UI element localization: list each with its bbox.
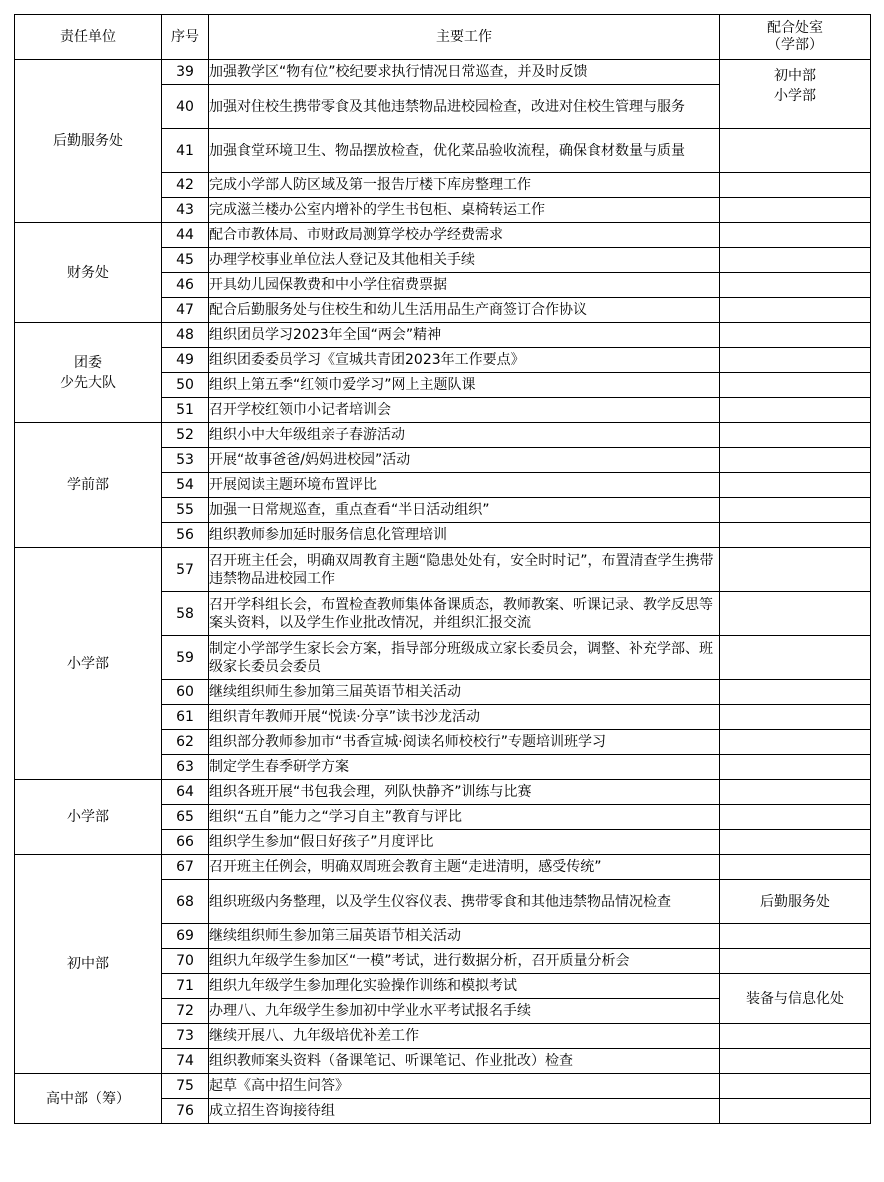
coop-cell xyxy=(720,924,871,949)
header-row xyxy=(15,15,871,60)
unit-cell: 高中部（筹） xyxy=(15,1074,162,1124)
row-number: 45 xyxy=(162,248,209,273)
task-text: 制定小学部学生家长会方案，指导部分班级成立家长委员会，调整、补充学部、班级家长委员会委员 xyxy=(209,636,720,680)
row-number: 63 xyxy=(162,755,209,780)
coop-cell xyxy=(720,298,871,323)
unit-line2: 少先大队 xyxy=(60,374,116,391)
table-row xyxy=(15,855,871,880)
task-text: 组织上第五季“红领巾爱学习”网上主题队课 xyxy=(209,373,720,398)
task-text: 组织九年级学生参加理化实验操作训练和模拟考试 xyxy=(209,974,720,999)
task-text: 组织部分教师参加市“书香宣城·阅读名师校校行”专题培训班学习 xyxy=(209,730,720,755)
coop-cell xyxy=(720,636,871,680)
coop-cell xyxy=(720,423,871,448)
row-number: 61 xyxy=(162,705,209,730)
unit-cell: 小学部 xyxy=(15,780,162,855)
coop-cell xyxy=(720,348,871,373)
coop-cell xyxy=(720,273,871,298)
unit-cell: 学前部 xyxy=(15,423,162,548)
table-row xyxy=(15,548,871,592)
row-number: 65 xyxy=(162,805,209,830)
row-number: 71 xyxy=(162,974,209,999)
row-number: 70 xyxy=(162,949,209,974)
task-text: 召开班主任会，明确双周教育主题“隐患处处有，安全时时记”，布置清查学生携带违禁物品进校园工作 xyxy=(209,548,720,592)
header-task: 主要工作 xyxy=(209,15,720,60)
coop-cell xyxy=(720,755,871,780)
coop-cell xyxy=(720,223,871,248)
table-row xyxy=(15,423,871,448)
coop-cell xyxy=(720,60,871,129)
row-number: 56 xyxy=(162,523,209,548)
task-text: 召开学校红领巾小记者培训会 xyxy=(209,398,720,423)
row-number: 75 xyxy=(162,1074,209,1099)
coop-line1: 初中部 xyxy=(774,68,816,84)
unit-line1: 团委 xyxy=(74,354,102,371)
task-text: 召开班主任例会，明确双周班会教育主题“走进清明，感受传统” xyxy=(209,855,720,880)
coop-cell xyxy=(720,730,871,755)
coop-cell xyxy=(720,198,871,223)
header-coop xyxy=(720,15,871,60)
task-text: 成立招生咨询接待组 xyxy=(209,1099,720,1124)
row-number: 69 xyxy=(162,924,209,949)
coop-cell xyxy=(720,705,871,730)
task-text: 开展“故事爸爸/妈妈进校园”活动 xyxy=(209,448,720,473)
coop-cell xyxy=(720,248,871,273)
header-number: 序号 xyxy=(162,15,209,60)
coop-cell xyxy=(720,173,871,198)
task-text: 办理八、九年级学生参加初中学业水平考试报名手续 xyxy=(209,999,720,1024)
coop-cell xyxy=(720,398,871,423)
task-text: 组织团委委员学习《宣城共青团2023年工作要点》 xyxy=(209,348,720,373)
task-text: 召开学科组长会，布置检查教师集体备课质态，教师教案、听课记录、教学反思等案头资料，以及学生作业批改情况，并组织汇报交流 xyxy=(209,592,720,636)
coop-cell xyxy=(720,373,871,398)
task-text: 完成小学部人防区域及第一报告厅楼下库房整理工作 xyxy=(209,173,720,198)
task-text: 组织教师案头资料（备课笔记、听课笔记、作业批改）检查 xyxy=(209,1049,720,1074)
task-text: 组织团员学习2023年全国“两会”精神 xyxy=(209,323,720,348)
coop-cell: 装备与信息化处 xyxy=(720,974,871,1024)
header-coop-line1: 配合处室 xyxy=(767,20,823,36)
row-number: 59 xyxy=(162,636,209,680)
task-text: 配合后勤服务处与住校生和幼儿生活用品生产商签订合作协议 xyxy=(209,298,720,323)
coop-cell xyxy=(720,473,871,498)
task-text: 继续开展八、九年级培优补差工作 xyxy=(209,1024,720,1049)
row-number: 72 xyxy=(162,999,209,1024)
unit-cell xyxy=(15,323,162,423)
coop-cell xyxy=(720,129,871,173)
coop-cell xyxy=(720,855,871,880)
row-number: 42 xyxy=(162,173,209,198)
unit-cell: 小学部 xyxy=(15,548,162,780)
task-text: 办理学校事业单位法人登记及其他相关手续 xyxy=(209,248,720,273)
task-text: 组织班级内务整理，以及学生仪容仪表、携带零食和其他违禁物品情况检查 xyxy=(209,880,720,924)
row-number: 41 xyxy=(162,129,209,173)
row-number: 76 xyxy=(162,1099,209,1124)
unit-cell: 后勤服务处 xyxy=(15,60,162,223)
row-number: 48 xyxy=(162,323,209,348)
row-number: 40 xyxy=(162,85,209,129)
row-number: 74 xyxy=(162,1049,209,1074)
row-number: 39 xyxy=(162,60,209,85)
coop-cell xyxy=(720,592,871,636)
task-text: 开具幼儿园保教费和中小学住宿费票据 xyxy=(209,273,720,298)
coop-cell xyxy=(720,680,871,705)
task-text: 组织青年教师开展“悦读·分享”读书沙龙活动 xyxy=(209,705,720,730)
header-coop-line2: （学部） xyxy=(767,37,823,53)
coop-cell xyxy=(720,498,871,523)
row-number: 66 xyxy=(162,830,209,855)
row-number: 64 xyxy=(162,780,209,805)
task-text: 组织小中大年级组亲子春游活动 xyxy=(209,423,720,448)
coop-cell: 后勤服务处 xyxy=(720,880,871,924)
row-number: 58 xyxy=(162,592,209,636)
coop-cell xyxy=(720,1024,871,1049)
row-number: 53 xyxy=(162,448,209,473)
task-text: 组织各班开展“书包我会理，列队快静齐”训练与比赛 xyxy=(209,780,720,805)
row-number: 55 xyxy=(162,498,209,523)
row-number: 67 xyxy=(162,855,209,880)
task-text: 组织九年级学生参加区“一模”考试，进行数据分析，召开质量分析会 xyxy=(209,949,720,974)
coop-cell xyxy=(720,323,871,348)
row-number: 57 xyxy=(162,548,209,592)
row-number: 47 xyxy=(162,298,209,323)
coop-cell xyxy=(720,1074,871,1099)
row-number: 60 xyxy=(162,680,209,705)
task-text: 制定学生春季研学方案 xyxy=(209,755,720,780)
coop-cell xyxy=(720,780,871,805)
row-number: 62 xyxy=(162,730,209,755)
task-text: 加强食堂环境卫生、物品摆放检查，优化菜品验收流程，确保食材数量与质量 xyxy=(209,129,720,173)
row-number: 44 xyxy=(162,223,209,248)
table-row xyxy=(15,780,871,805)
task-text: 配合市教体局、市财政局测算学校办学经费需求 xyxy=(209,223,720,248)
work-plan-table xyxy=(14,14,871,1124)
task-text: 开展阅读主题环境布置评比 xyxy=(209,473,720,498)
row-number: 46 xyxy=(162,273,209,298)
task-text: 加强对住校生携带零食及其他违禁物品进校园检查，改进对住校生管理与服务 xyxy=(209,85,720,129)
table-row xyxy=(15,60,871,85)
task-text: 加强一日常规巡查，重点查看“半日活动组织” xyxy=(209,498,720,523)
task-text: 起草《高中招生问答》 xyxy=(209,1074,720,1099)
coop-cell xyxy=(720,830,871,855)
task-text: 继续组织师生参加第三届英语节相关活动 xyxy=(209,924,720,949)
row-number: 43 xyxy=(162,198,209,223)
unit-cell: 财务处 xyxy=(15,223,162,323)
row-number: 73 xyxy=(162,1024,209,1049)
row-number: 50 xyxy=(162,373,209,398)
coop-cell xyxy=(720,548,871,592)
table-row xyxy=(15,223,871,248)
task-text: 完成滋兰楼办公室内增补的学生书包柜、桌椅转运工作 xyxy=(209,198,720,223)
coop-cell xyxy=(720,949,871,974)
row-number: 52 xyxy=(162,423,209,448)
unit-cell: 初中部 xyxy=(15,855,162,1074)
row-number: 49 xyxy=(162,348,209,373)
coop-cell xyxy=(720,1099,871,1124)
table-row xyxy=(15,323,871,348)
coop-cell xyxy=(720,523,871,548)
header-unit: 责任单位 xyxy=(15,15,162,60)
coop-cell xyxy=(720,805,871,830)
task-text: 加强教学区“物有位”校纪要求执行情况日常巡查，并及时反馈 xyxy=(209,60,720,85)
row-number: 51 xyxy=(162,398,209,423)
coop-line2: 小学部 xyxy=(774,88,816,104)
row-number: 54 xyxy=(162,473,209,498)
task-text: 组织学生参加“假日好孩子”月度评比 xyxy=(209,830,720,855)
row-number: 68 xyxy=(162,880,209,924)
task-text: 继续组织师生参加第三届英语节相关活动 xyxy=(209,680,720,705)
coop-cell xyxy=(720,1049,871,1074)
coop-cell xyxy=(720,448,871,473)
task-text: 组织“五自”能力之“学习自主”教育与评比 xyxy=(209,805,720,830)
task-text: 组织教师参加延时服务信息化管理培训 xyxy=(209,523,720,548)
table-row xyxy=(15,1074,871,1099)
